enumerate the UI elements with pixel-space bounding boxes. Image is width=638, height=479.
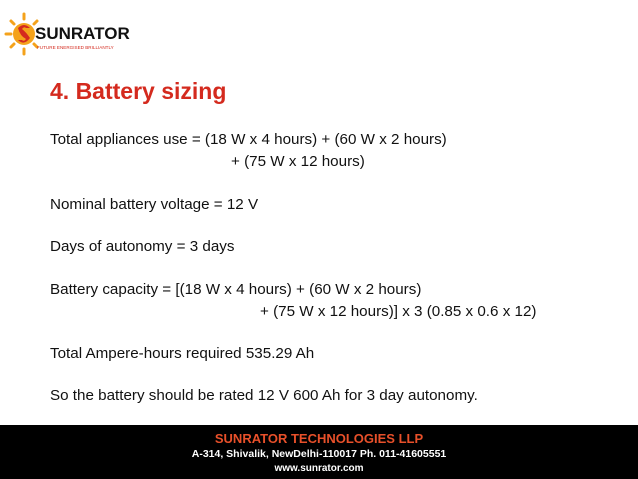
appliance-use-line: Total appliances use = (18 W x 4 hours) + (60 W x 2 hours) bbox=[50, 131, 447, 148]
autonomy-line: Days of autonomy = 3 days bbox=[50, 238, 235, 255]
footer-address: A-314, Shivalik, NewDelhi-110017 Ph. 011-41605551 bbox=[191, 448, 447, 460]
footer-bar bbox=[0, 425, 638, 479]
sunrator-logo-icon bbox=[4, 8, 144, 60]
slide-title: 4. Battery sizing bbox=[50, 78, 227, 104]
logo-wordmark: SUNRATOR bbox=[35, 24, 130, 43]
battery-voltage-line: Nominal battery voltage = 12 V bbox=[50, 196, 259, 213]
logo-tagline: FUTURE ENERGISED BRILLIANTLY bbox=[37, 45, 114, 50]
brand-logo bbox=[4, 8, 144, 60]
footer-website: www.sunrator.com bbox=[274, 463, 364, 474]
battery-capacity-line: Battery capacity = [(18 W x 4 hours) + (60 W x 2 hours) bbox=[50, 281, 422, 298]
ampere-hours-line: Total Ampere-hours required 535.29 Ah bbox=[50, 345, 315, 362]
footer-company: SUNRATOR TECHNOLOGIES LLP bbox=[214, 431, 424, 446]
battery-capacity-continuation: + (75 W x 12 hours)] x 3 (0.85 x 0.6 x 12) bbox=[260, 303, 537, 320]
conclusion-line: So the battery should be rated 12 V 600 Ah for 3 day autonomy. bbox=[50, 387, 478, 404]
sun-rays-icon bbox=[6, 14, 37, 54]
appliance-use-continuation: + (75 W x 12 hours) bbox=[231, 153, 365, 170]
